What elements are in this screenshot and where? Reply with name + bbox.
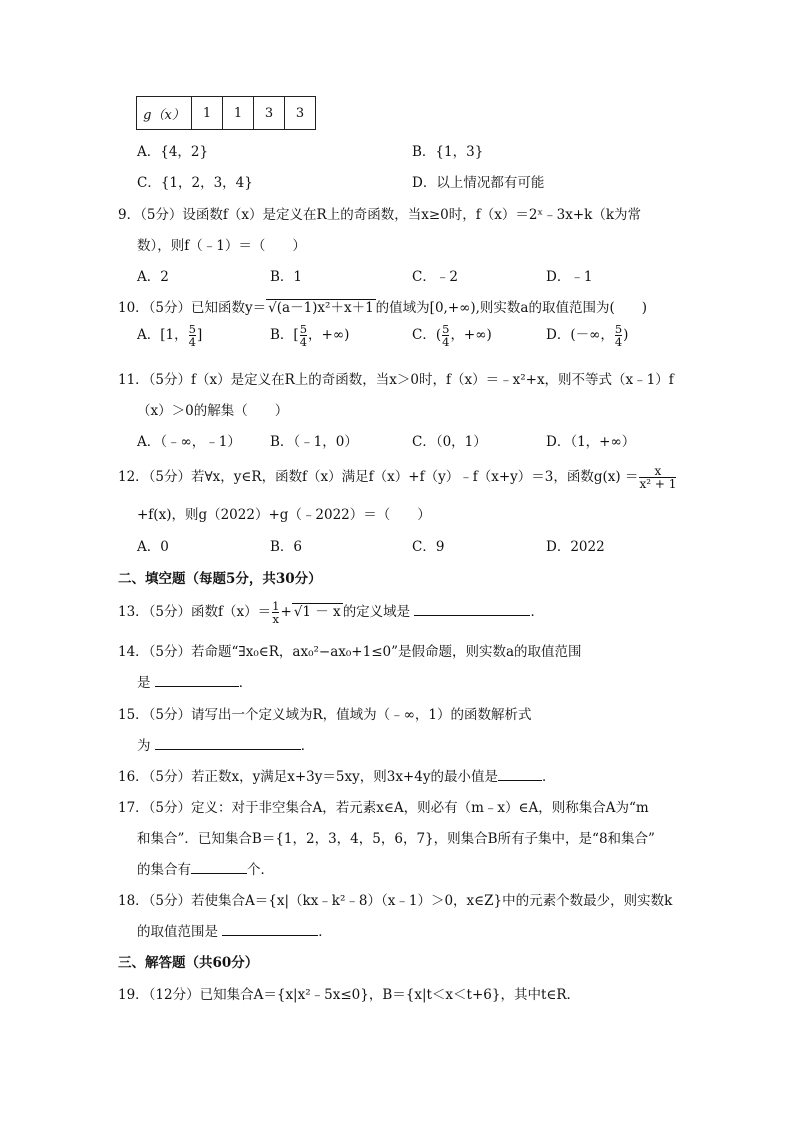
table-cell: 1 bbox=[223, 97, 254, 130]
q18-period: ． bbox=[318, 924, 332, 940]
q10-option-c bbox=[412, 323, 492, 348]
q9-option-c: C．﹣2 bbox=[412, 269, 458, 285]
q15-answer-blank[interactable] bbox=[155, 735, 301, 750]
q9-option-d: D．﹣1 bbox=[546, 269, 593, 285]
q10-b-text: B．[ bbox=[270, 327, 299, 343]
q12-line1-text: 12．（5分）若∀x，y∈R，函数f（x）满足f（x）+f（y）﹣f（x+y）＝3，函数g(x) ＝ bbox=[118, 469, 639, 485]
q10-post: 的值域为[0,+∞),则实数a的取值范围为( ) bbox=[375, 300, 648, 316]
q8-option-d: D．以上情况都有可能 bbox=[412, 175, 545, 191]
table-cell: 3 bbox=[254, 97, 285, 130]
q16-period: ． bbox=[541, 769, 556, 785]
q14-answer-blank[interactable] bbox=[155, 672, 239, 687]
table-header: g（x） bbox=[137, 97, 192, 130]
q9-stem-line2: 数），则f（﹣1）＝（ ） bbox=[137, 238, 306, 254]
q11-option-c: C．（0，1） bbox=[412, 434, 487, 450]
gx-table bbox=[136, 96, 316, 130]
q13-radical: √1 － x bbox=[293, 604, 341, 620]
q17-stem-line1: 17．（5分）定义：对于非空集合A，若元素x∈A，则必有（m﹣x）∈A，则称集合A为“m bbox=[118, 800, 649, 816]
q14-stem-line1: 14．（5分）若命题“∃x₀∈R，ax₀²−ax₀+1≤0”是假命题，则实数a的取值范围 bbox=[118, 644, 582, 660]
q17-stem-line2: 和集合”．已知集合B＝{1，2，3，4，5，6，7}，则集合B所有子集中，是“8和集合” bbox=[137, 831, 655, 847]
q10-c-post: ，+∞) bbox=[450, 327, 492, 343]
q15-stem-line2 bbox=[137, 734, 314, 754]
q13-plus: + bbox=[280, 604, 292, 620]
q13-answer-blank[interactable] bbox=[414, 601, 530, 616]
q10-d-post: ) bbox=[623, 327, 629, 343]
q10-b-frac: $\frac{5}{4}$ bbox=[299, 322, 308, 349]
q10-b-post: ，+∞) bbox=[308, 327, 350, 343]
q13-frac: $\frac{1}{x}$ bbox=[272, 599, 280, 626]
q10-c-text: C．( bbox=[412, 327, 442, 343]
q8-option-a: A．{4，2} bbox=[137, 144, 209, 160]
q10-radicand: (a－1)x²＋x＋1 bbox=[276, 300, 374, 316]
q10-option-a: A．[1， $\frac{5}{4}$ ] bbox=[137, 322, 203, 349]
q10-radical: √(a－1)x²＋x＋1 bbox=[268, 300, 374, 316]
q18-answer-blank[interactable] bbox=[222, 921, 318, 936]
q12-option-b: B．6 bbox=[270, 539, 303, 555]
q13-post: 的定义域是 bbox=[342, 604, 411, 620]
q14-line2-text: 是 bbox=[137, 675, 151, 691]
q12-option-a: A．0 bbox=[137, 539, 169, 555]
q8-option-c: C．{1，2，3，4} bbox=[137, 175, 253, 191]
section-3-heading: 三、解答题（共60分） bbox=[118, 955, 259, 971]
q13-stem bbox=[118, 600, 544, 625]
q17-stem-line3 bbox=[137, 858, 274, 878]
q9-option-b: B．1 bbox=[270, 269, 303, 285]
q13-pre: 13．（5分）函数f（x）＝ bbox=[118, 604, 272, 620]
q10-option-b bbox=[270, 323, 349, 348]
q15-line2-text: 为 bbox=[137, 738, 151, 754]
q10-option-d bbox=[546, 323, 628, 348]
table-cell: 3 bbox=[285, 97, 316, 130]
q16-stem bbox=[118, 765, 555, 785]
q17-line3-post: 个． bbox=[247, 862, 274, 878]
q13-period: ． bbox=[530, 604, 544, 620]
q14-stem-line2 bbox=[137, 671, 252, 691]
q10-stem bbox=[118, 296, 647, 316]
q10-d-text: D．(－∞， bbox=[546, 327, 614, 343]
q18-stem-line2 bbox=[137, 920, 332, 940]
q12-option-c: C．9 bbox=[412, 539, 445, 555]
q10-d-frac: $\frac{5}{4}$ bbox=[614, 322, 623, 349]
q11-option-a: A．（﹣∞，﹣1） bbox=[137, 434, 241, 450]
q12-frac: $\frac{x}{\text{x² + 1}}$ bbox=[639, 464, 677, 491]
q12-stem-line1 bbox=[118, 465, 677, 490]
q16-text: 16．（5分）若正数x，y满足x+3y＝5xy，则3x+4y的最小值是 bbox=[118, 769, 498, 785]
q15-stem-line1: 15．（5分）请写出一个定义域为R，值域为（﹣∞，1）的函数解析式 bbox=[118, 707, 532, 723]
q11-stem-line1: 11．（5分）f（x）是定义在R上的奇函数，当x＞0时，f（x）＝﹣x²+x，则不等式（x﹣1）f bbox=[118, 372, 674, 388]
q9-option-a: A．2 bbox=[137, 269, 169, 285]
q12-option-d: D．2022 bbox=[546, 539, 605, 555]
q8-option-b: B．{1，3} bbox=[412, 144, 484, 160]
q18-line2-text: 的取值范围是 bbox=[137, 924, 218, 940]
table-cell: 1 bbox=[192, 97, 223, 130]
q16-answer-blank[interactable] bbox=[498, 766, 542, 781]
q10-c-frac: $\frac{5}{4}$ bbox=[442, 322, 450, 349]
section-2-heading: 二、填空题（每题5分，共30分） bbox=[118, 571, 322, 587]
q11-option-b: B．（﹣1，0） bbox=[270, 434, 358, 450]
q11-option-d: D．（1，+∞） bbox=[546, 434, 636, 450]
q10-a-text: A．[1， bbox=[137, 327, 188, 343]
q17-answer-blank[interactable] bbox=[191, 859, 247, 874]
q17-line3-pre: 的集合有 bbox=[137, 862, 191, 878]
q14-period: ． bbox=[238, 675, 253, 691]
q10-a-frac: $\frac{5}{4}$ bbox=[188, 322, 196, 349]
q10-pre: 10．（5分）已知函数y＝ bbox=[118, 300, 267, 316]
q9-stem-line1: 9．（5分）设函数f（x）是定义在R上的奇函数，当x≥0时，f（x）＝2ˣ﹣3x+k（k为常 bbox=[118, 207, 642, 223]
q11-stem-line2: （x）＞0的解集（ ） bbox=[137, 403, 289, 419]
q19-stem: 19．（12分）已知集合A＝{x|x²﹣5x≤0}，B＝{x|t＜x＜t+6}，其中t∈R． bbox=[118, 987, 581, 1003]
q15-period: ． bbox=[300, 738, 315, 754]
q13-radicand: 1 － x bbox=[302, 604, 341, 620]
q12-stem-line2: +f(x)，则g（2022）+g（﹣2022）＝（ ） bbox=[137, 507, 431, 523]
q18-stem-line1: 18．（5分）若使集合A＝{x|（kx﹣k²﹣8）（x﹣1）＞0，x∈Z}中的元素个数最少，则实数k bbox=[118, 893, 673, 909]
